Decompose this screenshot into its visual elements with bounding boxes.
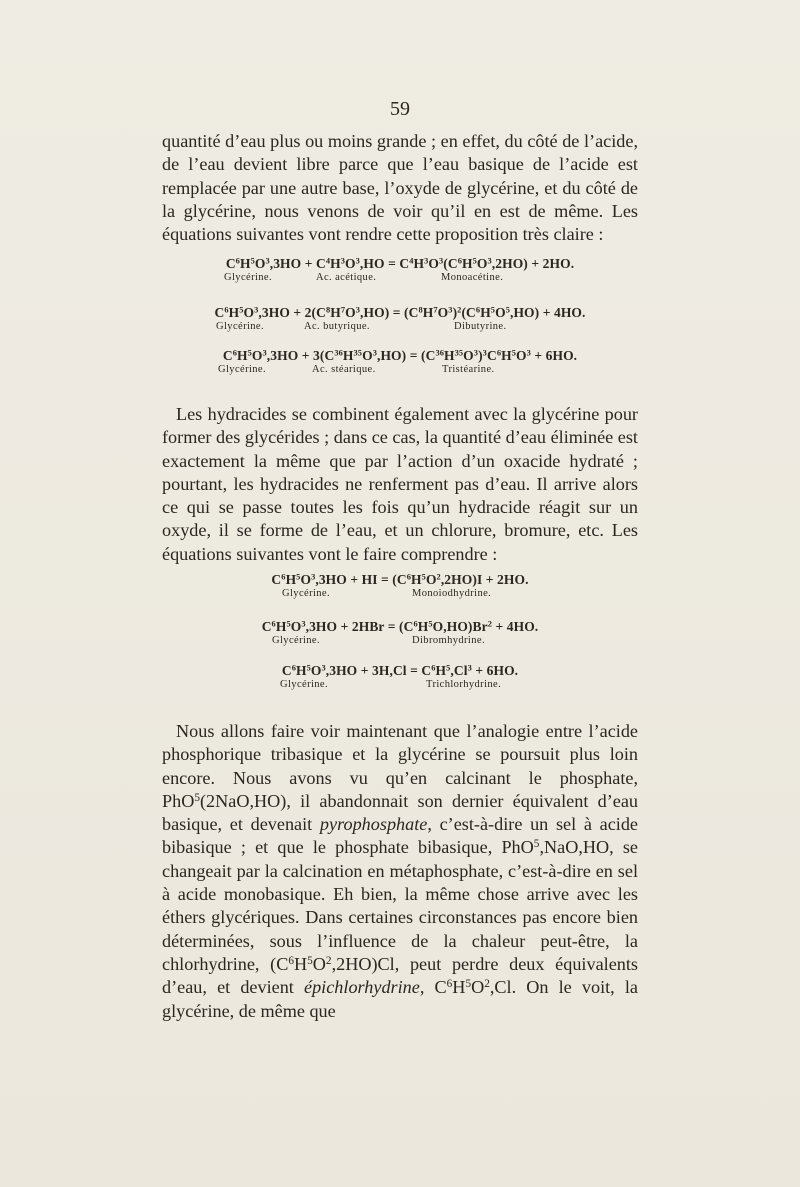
equation-formula: $C^6H^5O^3,3HO + 3(C^{36}H^{35}O^3,HO) = (C^{36}H^{35}O^3)^3C^6H^5O^3 + 6HO$. — [222, 348, 578, 363]
equation-formula: $C^6H^5O^3,3HO + 2(C^8H^7O^3,HO) = (C^8H^7O^3)^2(C^6H^5O^5,HO) + 4HO$. — [214, 305, 586, 320]
equation-trichlorhydrine — [0, 663, 800, 693]
paragraph-2: Les hydracides se combinent également avec la glycérine pour former des glycérides ; dans ce cas, la quantité d’eau éliminée est exactement la même que par l’action d’un oxacide hydraté ; pourtant, les hydracides ne renferment pas d’eau. Il arrive alors ce qui se passe toutes les fois qu’un hydracide réagit sur un oxyde, il se forme de l’eau, et un chlorure, bromure, etc. Les équations suivantes vont le faire comprendre : — [162, 404, 638, 564]
paragraph-1: quantité d’eau plus ou moins grande ; en effet, du côté de l’acide, de l’eau devient libre parce que l’eau basique de l’acide est remplacée par une autre base, l’oxyde de glycérine, et du côté de la glycérine, nous venons de voir qu’il en est de même. Les équations suivantes vont rendre cette proposition très claire : — [162, 131, 638, 245]
equation-label-mid: Ac. stéarique. — [312, 364, 376, 375]
equation-label-left: Glycérine. — [218, 364, 267, 375]
equation-label-right: Dibromhydrine. — [412, 635, 485, 646]
equation-formula: $C^6H^5O^3,3HO + 2HBr = (C^6H^5O,HO)Br^2 + 4HO$. — [261, 619, 539, 634]
page-number: 59 — [390, 98, 410, 120]
equation-label-right: Monoiodhydrine. — [412, 588, 492, 599]
paragraph-3: Nous allons faire voir maintenant que l’analogie entre l’acide phosphorique tribasique et la glycérine se poursuit plus loin encore. Nous avons vu qu’en calcinant le phosphate, PhO$^5$(2NaO,HO), il abandonnait son dernier équivalent d’eau basique, et devenait pyrophosphate, c’est-à-dire un sel à acide bibasique ; et que le phosphate bibasique, PhO$^5$,NaO,HO, se changeait par la calcination en métaphosphate, c’est-à-dire en sel à acide monobasique. Eh bien, la même chose arrive avec les éthers glycériques. Dans certaines circonstances pas encore bien déterminées, sous l’influence de la chaleur peut-être, la chlorhydrine, $(C^6H^5O^2,2HO)Cl$, peut perdre deux équivalents d’eau, et devient épichlorhydrine, $C^6H^5O^2,Cl$. On le voit, la glycérine, de même que — [162, 721, 639, 1021]
equation-label-right: Tristéarine. — [442, 364, 495, 375]
equation-label-mid: Ac. acétique. — [316, 272, 377, 283]
equation-tristearine — [0, 348, 800, 378]
equation-label-left: Glycérine. — [224, 272, 273, 283]
equation-label-left: Glycérine. — [282, 588, 331, 599]
equation-label-right: Monoacétine. — [441, 272, 504, 283]
equation-formula: $C^6H^5O^3,3HO$ + HI = $(C^6H^5O^2,2HO)I + 2HO$. — [271, 572, 529, 587]
equation-label-left: Glycérine. — [272, 635, 321, 646]
equation-label-right: Dibutyrine. — [454, 321, 507, 332]
equation-label-left: Glycérine. — [280, 679, 329, 690]
equation-monoiodhydrine — [0, 572, 800, 602]
equation-dibutyrine — [0, 305, 800, 335]
equation-formula: $C^6H^5O^3,3HO + C^4H^3O^3,HO = C^4H^3O^3(C^6H^5O^3,2HO) + 2HO$. — [225, 256, 575, 271]
equation-label-left: Glycérine. — [216, 321, 265, 332]
equation-monoacetine — [0, 256, 800, 286]
equation-formula: $C^6H^5O^3,3HO + 3H,Cl = C^6H^5,Cl^3 + 6HO$. — [281, 663, 519, 678]
equation-dibromhydrine — [0, 619, 800, 649]
equation-label-mid: Ac. butyrique. — [304, 321, 370, 332]
equation-label-right: Trichlorhydrine. — [426, 679, 502, 690]
